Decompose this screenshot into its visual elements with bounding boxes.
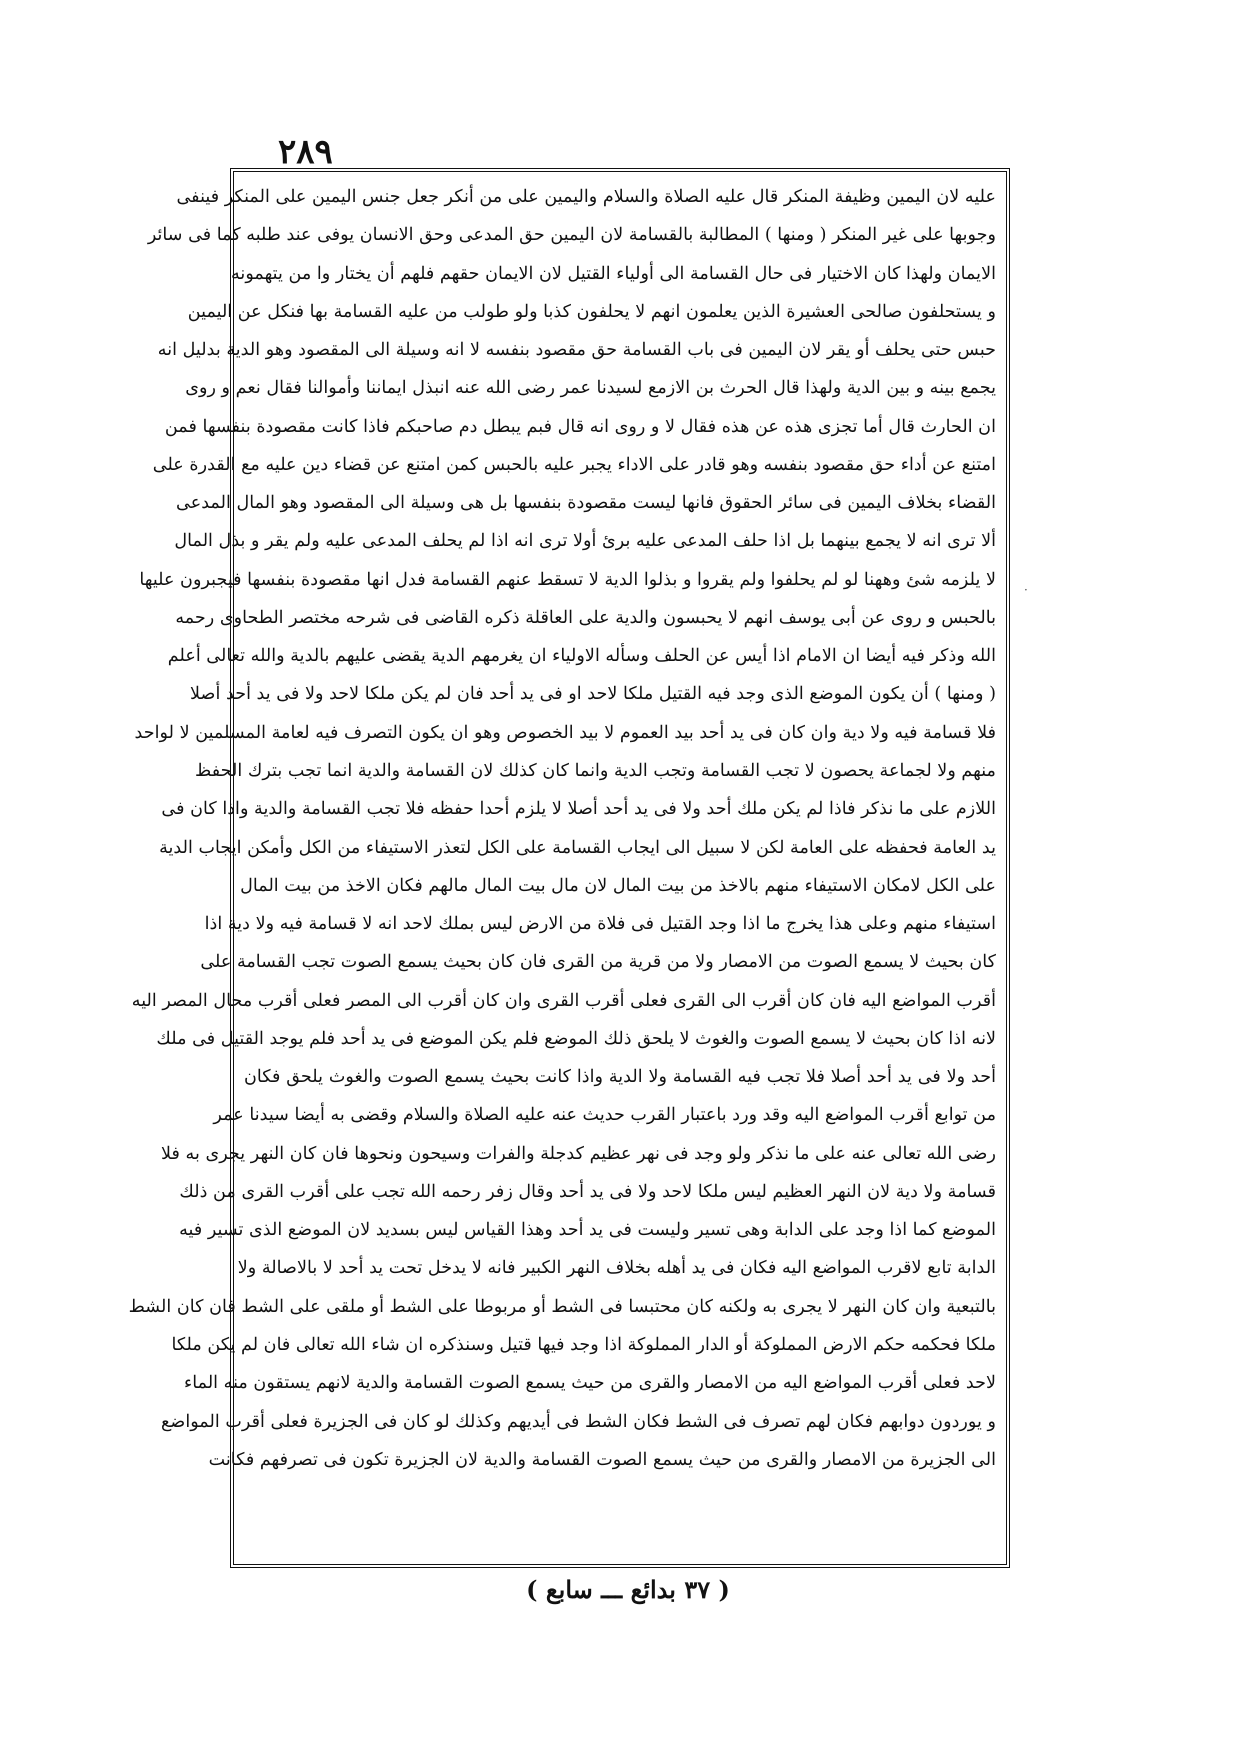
text-line: و يوردون دوابهم فكان لهم تصرف فى الشط فكان الشط فى أيديهم وكذلك لو كان فى الجزيرة فعلى أقرب المواضع — [161, 1411, 996, 1432]
text-line: الايمان ولهذا كان الاختيار فى حال القسامة الى أولياء القتيل لان الايمان حقهم فلهم أن يختار وا من يتهمونه — [230, 263, 996, 284]
text-line: الدابة تابع لاقرب المواضع اليه فكان فى يد أهله بخلاف النهر الكبير فانه لا يدخل تحت يد أحد لا بالاصالة ولا — [237, 1258, 996, 1279]
text-line: على الكل لامكان الاستيفاء منهم بالاخذ من بيت المال لان مال بيت المال مالهم فكان الاخذ من بيت المال — [240, 875, 996, 896]
text-line: امتنع عن أداء حق مقصود بنفسه وهو قادر على الاداء يجبر عليه بالحبس كمن امتنع عن قضاء دين عليه مع القدرة على — [152, 454, 996, 475]
text-line: اللازم على ما نذكر فاذا لم يكن ملك أحد ولا فى يد أحد أصلا لا يلزم أحدا حفظه فلا تجب القسامة والدية واذا كان فى — [161, 799, 996, 820]
text-line: ( ومنها ) أن يكون الموضع الذى وجد فيه القتيل ملكا لاحد او فى يد أحد فان لم يكن ملكا لاحد ولا فى يد أحد أصلا — [190, 684, 996, 705]
text-line: بالحبس و روى عن أبى يوسف انهم لا يحبسون والدية على العاقلة ذكره القاضى فى شرحه مختصر الطحاوى رحمه — [175, 607, 996, 628]
text-line: كان بحيث لا يسمع الصوت من الامصار ولا من قرية من القرى فان كان بحيث يسمع الصوت تجب القسامة على — [200, 952, 996, 973]
text-line: استيفاء منهم وعلى هذا يخرج ما اذا وجد القتيل فى فلاة من الارض ليس بملك لاحد انه لا قسامة فيه ولا دية اذا — [204, 914, 996, 935]
signature-footer: ( ٣٧ بدائع ـــ سابع ) — [526, 1575, 730, 1604]
text-line: بالتبعية وان كان النهر لا يجرى به ولكنه كان محتبسا فى الشط أو مربوطا على الشط أو ملقى على الشط فان كان الشط — [128, 1296, 996, 1317]
text-line: فلا قسامة فيه ولا دية وان كان فى يد أحد بيد العموم لا بيد الخصوص وهو ان يكون التصرف فيه لعامة المسلمين لا لواحد — [134, 722, 996, 743]
body-text — [128, 178, 1002, 1558]
margin-mark: · — [1024, 583, 1028, 597]
text-line: ألا ترى انه لا يجمع بينهما بل اذا حلف المدعى عليه برئ أولا ترى انه اذا لم يحلف المدعى عليه ولم يقر و بذل المال — [174, 531, 996, 552]
text-line: لاحد فعلى أقرب المواضع اليه من الامصار والقرى من حيث يسمع الصوت القسامة والدية لانهم يستقون منه الماء — [184, 1373, 996, 1394]
text-line: ملكا فحكمه حكم الارض المملوكة أو الدار المملوكة اذا وجد فيها قتيل وسنذكره ان شاء الله تعالى فان لم يكن ملكا — [171, 1334, 996, 1355]
text-line: من توابع أقرب المواضع اليه وقد ورد باعتبار القرب حديث عنه عليه الصلاة والسلام وقضى به أيضا سيدنا عمر — [213, 1105, 996, 1126]
text-line: رضى الله تعالى عنه على ما نذكر ولو وجد فى نهر عظيم كدجلة والفرات وسيحون ونحوها فان كان النهر يجرى به فلا — [161, 1143, 996, 1164]
text-line: الى الجزيرة من الامصار والقرى من حيث يسمع الصوت القسامة والدية لان الجزيرة تكون فى تصرفهم فكانت — [208, 1449, 996, 1470]
text-line: أقرب المواضع اليه فان كان أقرب الى القرى فعلى أقرب القرى وان كان أقرب الى المصر فعلى أقرب محال المصر اليه — [131, 990, 996, 1011]
text-line: لانه اذا كان بحيث لا يسمع الصوت والغوث لا يلحق ذلك الموضع فلم يكن الموضع فى يد أحد فلم يوجد القتيل فى ملك — [156, 1028, 996, 1049]
text-line: و يستحلفون صالحى العشيرة الذين يعلمون انهم لا يحلفون كذبا ولو طولب من عليه القسامة بها فنكل عن اليمين — [187, 301, 996, 322]
text-line: القضاء بخلاف اليمين فى سائر الحقوق فانها ليست مقصودة بنفسها بل هى وسيلة الى المقصود وهو المال المدعى — [176, 493, 996, 514]
text-line: وجوبها على غير المنكر ( ومنها ) المطالبة بالقسامة لان اليمين حق المدعى وحق الانسان يوفى عند طلبه كما فى سائر — [147, 225, 996, 246]
text-line: الله وذكر فيه أيضا ان الامام اذا أيس عن الحلف وسأله الاولياء ان يغرمهم الدية يقضى عليهم بالدية والله تعالى أعلم — [167, 646, 996, 667]
page-number: ٢٨٩ — [278, 132, 333, 172]
text-line: ان الحارث قال أما تجزى هذه عن هذه فقال لا و روى انه قال فبم يبطل دم صاحبكم فاذا كانت مقصودة بنفسها فمن — [164, 416, 996, 437]
text-line: حبس حتى يحلف أو يقر لان اليمين فى باب القسامة حق مقصود بنفسه لا انه وسيلة الى المقصود وهو الدية بدليل انه — [157, 340, 996, 361]
text-line: عليه لان اليمين وظيفة المنكر قال عليه الصلاة والسلام واليمين على من أنكر جعل جنس اليمين على المنكر فينفى — [176, 187, 996, 207]
text-line: يد العامة فحفظه على العامة لكن لا سبيل الى ايجاب القسامة على الكل لتعذر الاستيفاء من الكل وأمكن ايجاب الدية — [159, 837, 996, 858]
text-line: يجمع بينه و بين الدية ولهذا قال الحرث بن الازمع لسيدنا عمر رضى الله عنه انبذل ايماننا وأموالنا فقال نعم و روى — [185, 378, 996, 399]
text-line: لا يلزمه شئ وههنا لو لم يحلفوا ولم يقروا و بذلوا الدية لا تسقط عنهم القسامة فدل انها مقصودة بنفسها فيجبرون عليها — [139, 569, 996, 590]
text-line: الموضع كما اذا وجد على الدابة وهى تسير وليست فى يد أحد وهذا القياس ليس بسديد لان الموضع الذى تسير فيه — [179, 1220, 996, 1241]
text-line: أحد ولا فى يد أحد أصلا فلا تجب فيه القسامة ولا الدية واذا كانت بحيث يسمع الصوت والغوث يلحق فكان — [244, 1067, 996, 1088]
text-line: منهم ولا لجماعة يحصون لا تجب القسامة وتجب الدية وانما كان كذلك لان القسامة والدية انما تجب بترك الحفظ — [195, 760, 996, 781]
text-line: قسامة ولا دية لان النهر العظيم ليس ملكا لاحد ولا فى يد أحد وقال زفر رحمه الله تجب على أقرب القرى من ذلك — [179, 1181, 996, 1202]
